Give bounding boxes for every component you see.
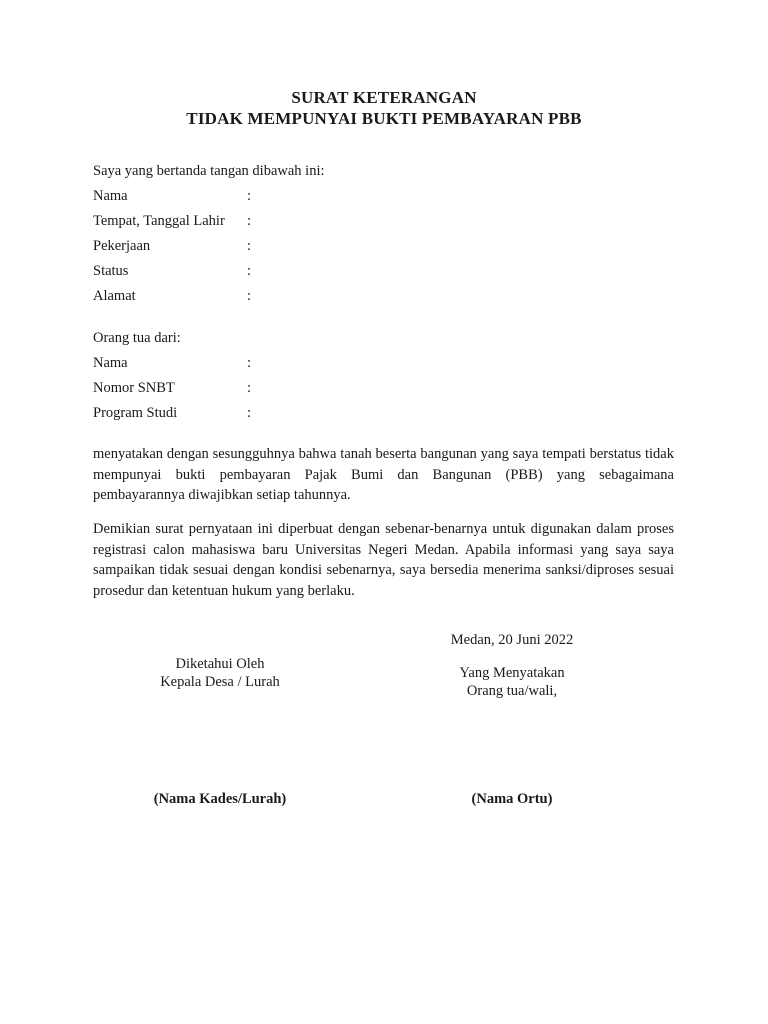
letter-title: SURAT KETERANGAN — [291, 88, 477, 107]
left-signature-line2: Kepala Desa / Lurah — [160, 674, 280, 690]
parent-of-text: Orang tua dari: — [93, 330, 181, 346]
right-signature-line2: Orang tua/wali, — [466, 683, 558, 699]
field-label: Program Studi — [93, 405, 178, 421]
field-colon: : — [247, 213, 252, 229]
closing-paragraph: Demikian surat pernyataan ini diperbuat dengan sebenar-benarnya untuk digunakan dalam proses registrasi calon mahasiswa baru Universitas Negeri Medan. Apabila informasi yang saya saya sampaikan tidak sesuai dengan kondisi sebenarnya, saya bersedia menerima sanksi/diproses sesuai prosedur dan ketentuan hukum yang berlaku. — [93, 521, 674, 599]
field-colon: : — [247, 405, 252, 421]
place-date: Medan, 20 Juni 2022 — [450, 632, 574, 648]
field-colon: : — [247, 238, 252, 254]
letter-subtitle: TIDAK MEMPUNYAI BUKTI PEMBAYARAN PBB — [186, 109, 582, 128]
intro-text: Saya yang bertanda tangan dibawah ini: — [93, 163, 325, 179]
right-signature-line1: Yang Menyatakan — [459, 665, 565, 681]
left-signature-name: (Nama Kades/Lurah) — [153, 791, 287, 807]
field-colon: : — [247, 355, 252, 371]
statement-paragraph: menyatakan dengan sesungguhnya bahwa tanah beserta bangunan yang saya tempati berstatus tidak mempunyai bukti pembayaran Pajak Bumi dan Bangunan (PBB) yang sebagaimana pembayarannya diwajibkan setiap tahunnya. — [93, 446, 674, 503]
right-signature-name: (Nama Ortu) — [471, 791, 553, 807]
field-colon: : — [247, 380, 252, 396]
field-label: Pekerjaan — [93, 238, 151, 254]
field-label: Alamat — [93, 288, 136, 304]
field-label: Nama — [93, 188, 128, 204]
field-colon: : — [247, 288, 252, 304]
field-label: Nomor SNBT — [93, 380, 175, 396]
field-colon: : — [247, 263, 252, 279]
field-label: Nama — [93, 355, 128, 371]
field-label: Status — [93, 263, 129, 279]
field-colon: : — [247, 188, 252, 204]
field-label: Tempat, Tanggal Lahir — [93, 213, 225, 229]
left-signature-line1: Diketahui Oleh — [175, 656, 265, 672]
